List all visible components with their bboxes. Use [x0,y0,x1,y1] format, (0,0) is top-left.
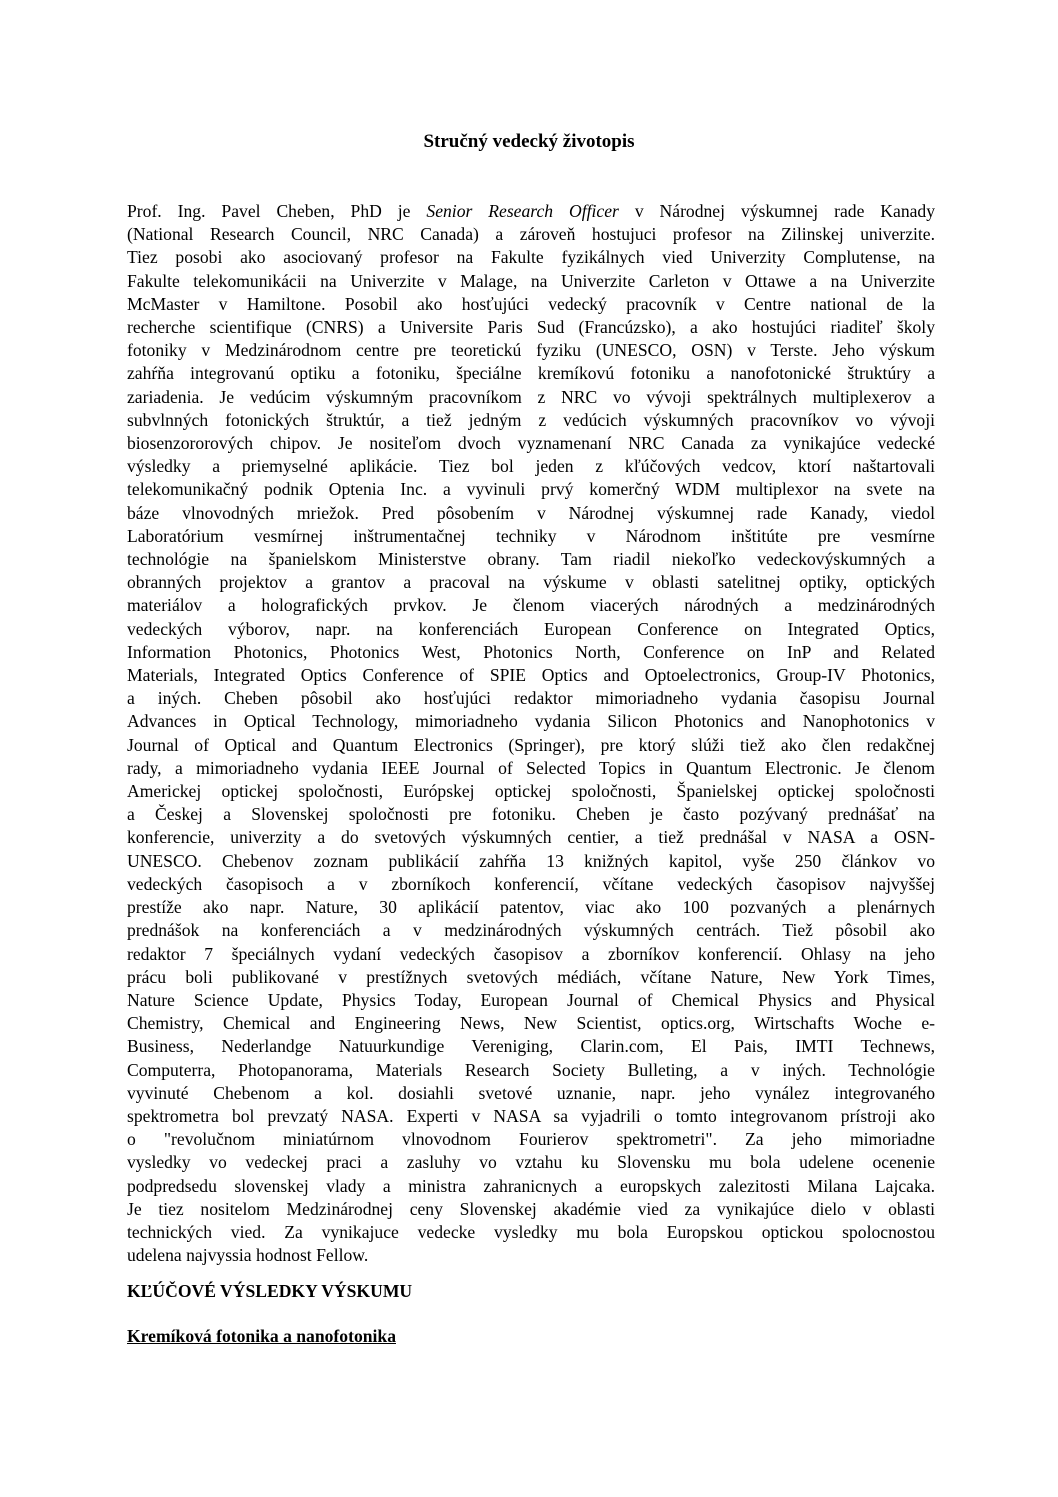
paragraph-line: materiálov a holografických prvkov. Je členom viacerých národných a medzinárodných [127,595,935,616]
paragraph-line: subvlnných fotonických štruktúr, a tiež jedným z vedúcich výskumných pracovníkov vo vývoji [127,409,935,430]
paragraph-line: a iných. Cheben pôsobil ako hosťujúci redaktor mimoriadneho vydania časopisu Journal [127,688,935,709]
paragraph-line: vedeckých výborov, napr. na konferenciách European Conference on Integrated Optics, [127,618,935,639]
paragraph-line: Advances in Optical Technology, mimoriadneho vydania Silicon Photonics and Nanophotonics v [127,711,935,732]
paragraph-line: redaktor 7 špeciálnych vydaní vedeckých časopisov a zborníkov konferencií. Ohlasy na jeho [127,943,935,964]
paragraph-line: o "revolučnom miniatúrnom vlnovodnom Fourierov spektrometri". Za jeho mimoriadne [127,1129,935,1150]
paragraph-line: vysledky vo vedeckej praci a zasluhy vo vztahu ku Slovensku mu bola udelene ocenenie [127,1152,935,1173]
paragraph-line: fotoniky v Medzinárodnom centre pre teoretickú fyziku (UNESCO, OSN) v Terste. Jeho výskum [127,340,935,361]
paragraph-line: recherche scientifique (CNRS) a Universite Paris Sud (Francúzsko), a ako hostujúci riaditeľ školy [127,317,935,338]
paragraph-line: spektrometra bol prevzatý NASA. Experti v NASA sa vyjadrili o tomto integrovanom prístroji ako [127,1105,935,1126]
subsection-heading: Kremíková fotonika a nanofotonika [127,1326,396,1346]
paragraph-line: konferencie, univerzity a do svetových výskumných centier, a tiež prednášal v NASA a OSN- [127,827,935,848]
paragraph-line: rady, a mimoriadneho vydania IEEE Journal of Selected Topics in Quantum Electronic. Je členom [127,757,935,778]
paragraph-line: báze vlnovodných mriežok. Pred pôsobením v Národnej výskumnej rade Kanady, viedol [127,502,935,523]
paragraph-line: Nature Science Update, Physics Today, European Journal of Chemical Physics and Physical [127,989,935,1010]
paragraph-line: technických vied. Za vynikajuce vedecke vysledky mu bola Europskou optickou spolocnostou [127,1221,935,1242]
paragraph-line: Laboratórium vesmírnej inštrumentačnej techniky v Národnom inštitúte pre vesmírne [127,525,935,546]
paragraph-line: biosenzororových chipov. Je nositeľom dvoch vyznamenaní NRC Canada za vynikajúce vedecké [127,433,935,454]
paragraph-line: obranných projektov a grantov a pracoval na výskume v oblasti satelitnej optiky, optických [127,572,935,593]
biography-paragraph [127,200,935,1267]
paragraph-line: a Českej a Slovenskej spoločnosti pre fotoniku. Cheben je často pozývaný prednášať na [127,804,935,825]
paragraph-line: Prof. Ing. Pavel Cheben, PhD je Senior Research Officer v Národnej výskumnej rade Kanady [127,201,936,221]
document-title: Stručný vedecký životopis [423,131,635,152]
paragraph-line: UNESCO. Chebenov zoznam publikácií zahŕňa 13 knižných kapitol, vyše 250 článkov vo [127,850,935,871]
paragraph-line: Materials, Integrated Optics Conference of SPIE Optics and Optoelectronics, Group-IV Photonics, [127,665,935,686]
paragraph-line: Fakulte telekomunikácii na Univerzite v Malage, na Univerzite Carleton v Ottawe a na Univerzite [127,270,935,291]
paragraph-line: zariadenia. Je vedúcim výskumným pracovníkom z NRC vo vývoji spektrálnych multiplexerov a [127,386,935,407]
paragraph-line: Computerra, Photopanorama, Materials Research Society Bulleting, a v iných. Technológie [127,1059,935,1080]
paragraph-line: Journal of Optical and Quantum Electronics (Springer), pre ktorý slúži tiež ako člen redakčnej [127,734,935,755]
paragraph-line: Chemistry, Chemical and Engineering News, New Scientist, optics.org, Wirtschafts Woche e- [127,1013,935,1034]
paragraph-line: zahŕňa integrovanú optiku a fotoniku, špeciálne kremíkovú fotoniku a nanofotonické štruktúry a [127,363,935,384]
paragraph-line: McMaster v Hamiltone. Posobil ako hosťujúci vedecký pracovník v Centre national de la [127,293,935,314]
section-heading: KĽÚČOVÉ VÝSLEDKY VÝSKUMU [127,1281,413,1301]
paragraph-line: výsledky a priemyselné aplikácie. Tiez bol jeden z kľúčových vedcov, ktorí naštartovali [127,456,935,477]
job-title-italic: Senior Research Officer [426,201,619,221]
paragraph-line: Americkej optickej spoločnosti, Európskej optickej spoločnosti, Španielskej optickej spoločnosti [127,781,935,802]
paragraph-line: prácu boli publikované v prestížnych svetových médiách, včítane Nature, New York Times, [127,966,935,987]
paragraph-line: Business, Nederlandge Natuurkundige Vereniging, Clarin.com, El Pais, IMTI Technews, [127,1036,935,1057]
paragraph-line: Tiez posobi ako asociovaný profesor na Fakulte fyzikálnych vied Univerzity Complutense, na [127,247,935,268]
paragraph-line: technológie na španielskom Ministerstve obrany. Tam riadil niekoľko vedeckovýskumných a [127,549,935,570]
paragraph-line: vyvinuté Chebenom a kol. dosiahli svetové uznanie, napr. jeho vynález integrovaného [127,1082,935,1103]
paragraph-line: udelena najvyssia hodnost Fellow. [127,1245,369,1266]
paragraph-line: Je tiez nositelom Medzinárodnej ceny Slovenskej akadémie vied za vynikajúce dielo v oblasti [127,1198,935,1219]
paragraph-line: prestíže ako napr. Nature, 30 aplikácií patentov, viac ako 100 pozvaných a plenárnych [127,897,935,918]
paragraph-line: telekomunikačný podnik Optenia Inc. a vyvinuli prvý komerčný WDM multiplexor na svete na [127,479,935,500]
paragraph-line: podpredsedu slovenskej vlady a ministra zahranicnych a europskych zalezitosti Milana Lajcaka. [127,1175,935,1196]
paragraph-line: vedeckých časopisoch a v zborníkoch konferencií, včítane vedeckých časopisov najvyššej [127,873,935,894]
paragraph-line: (National Research Council, NRC Canada) a zároveň hostujuci profesor na Zilinskej univerzite. [127,224,935,245]
paragraph-line: prednášok na konferenciách a v medzinárodných výskumných centrách. Tiež pôsobil ako [127,920,935,941]
paragraph-line: Information Photonics, Photonics West, Photonics North, Conference on InP and Related [127,641,935,662]
